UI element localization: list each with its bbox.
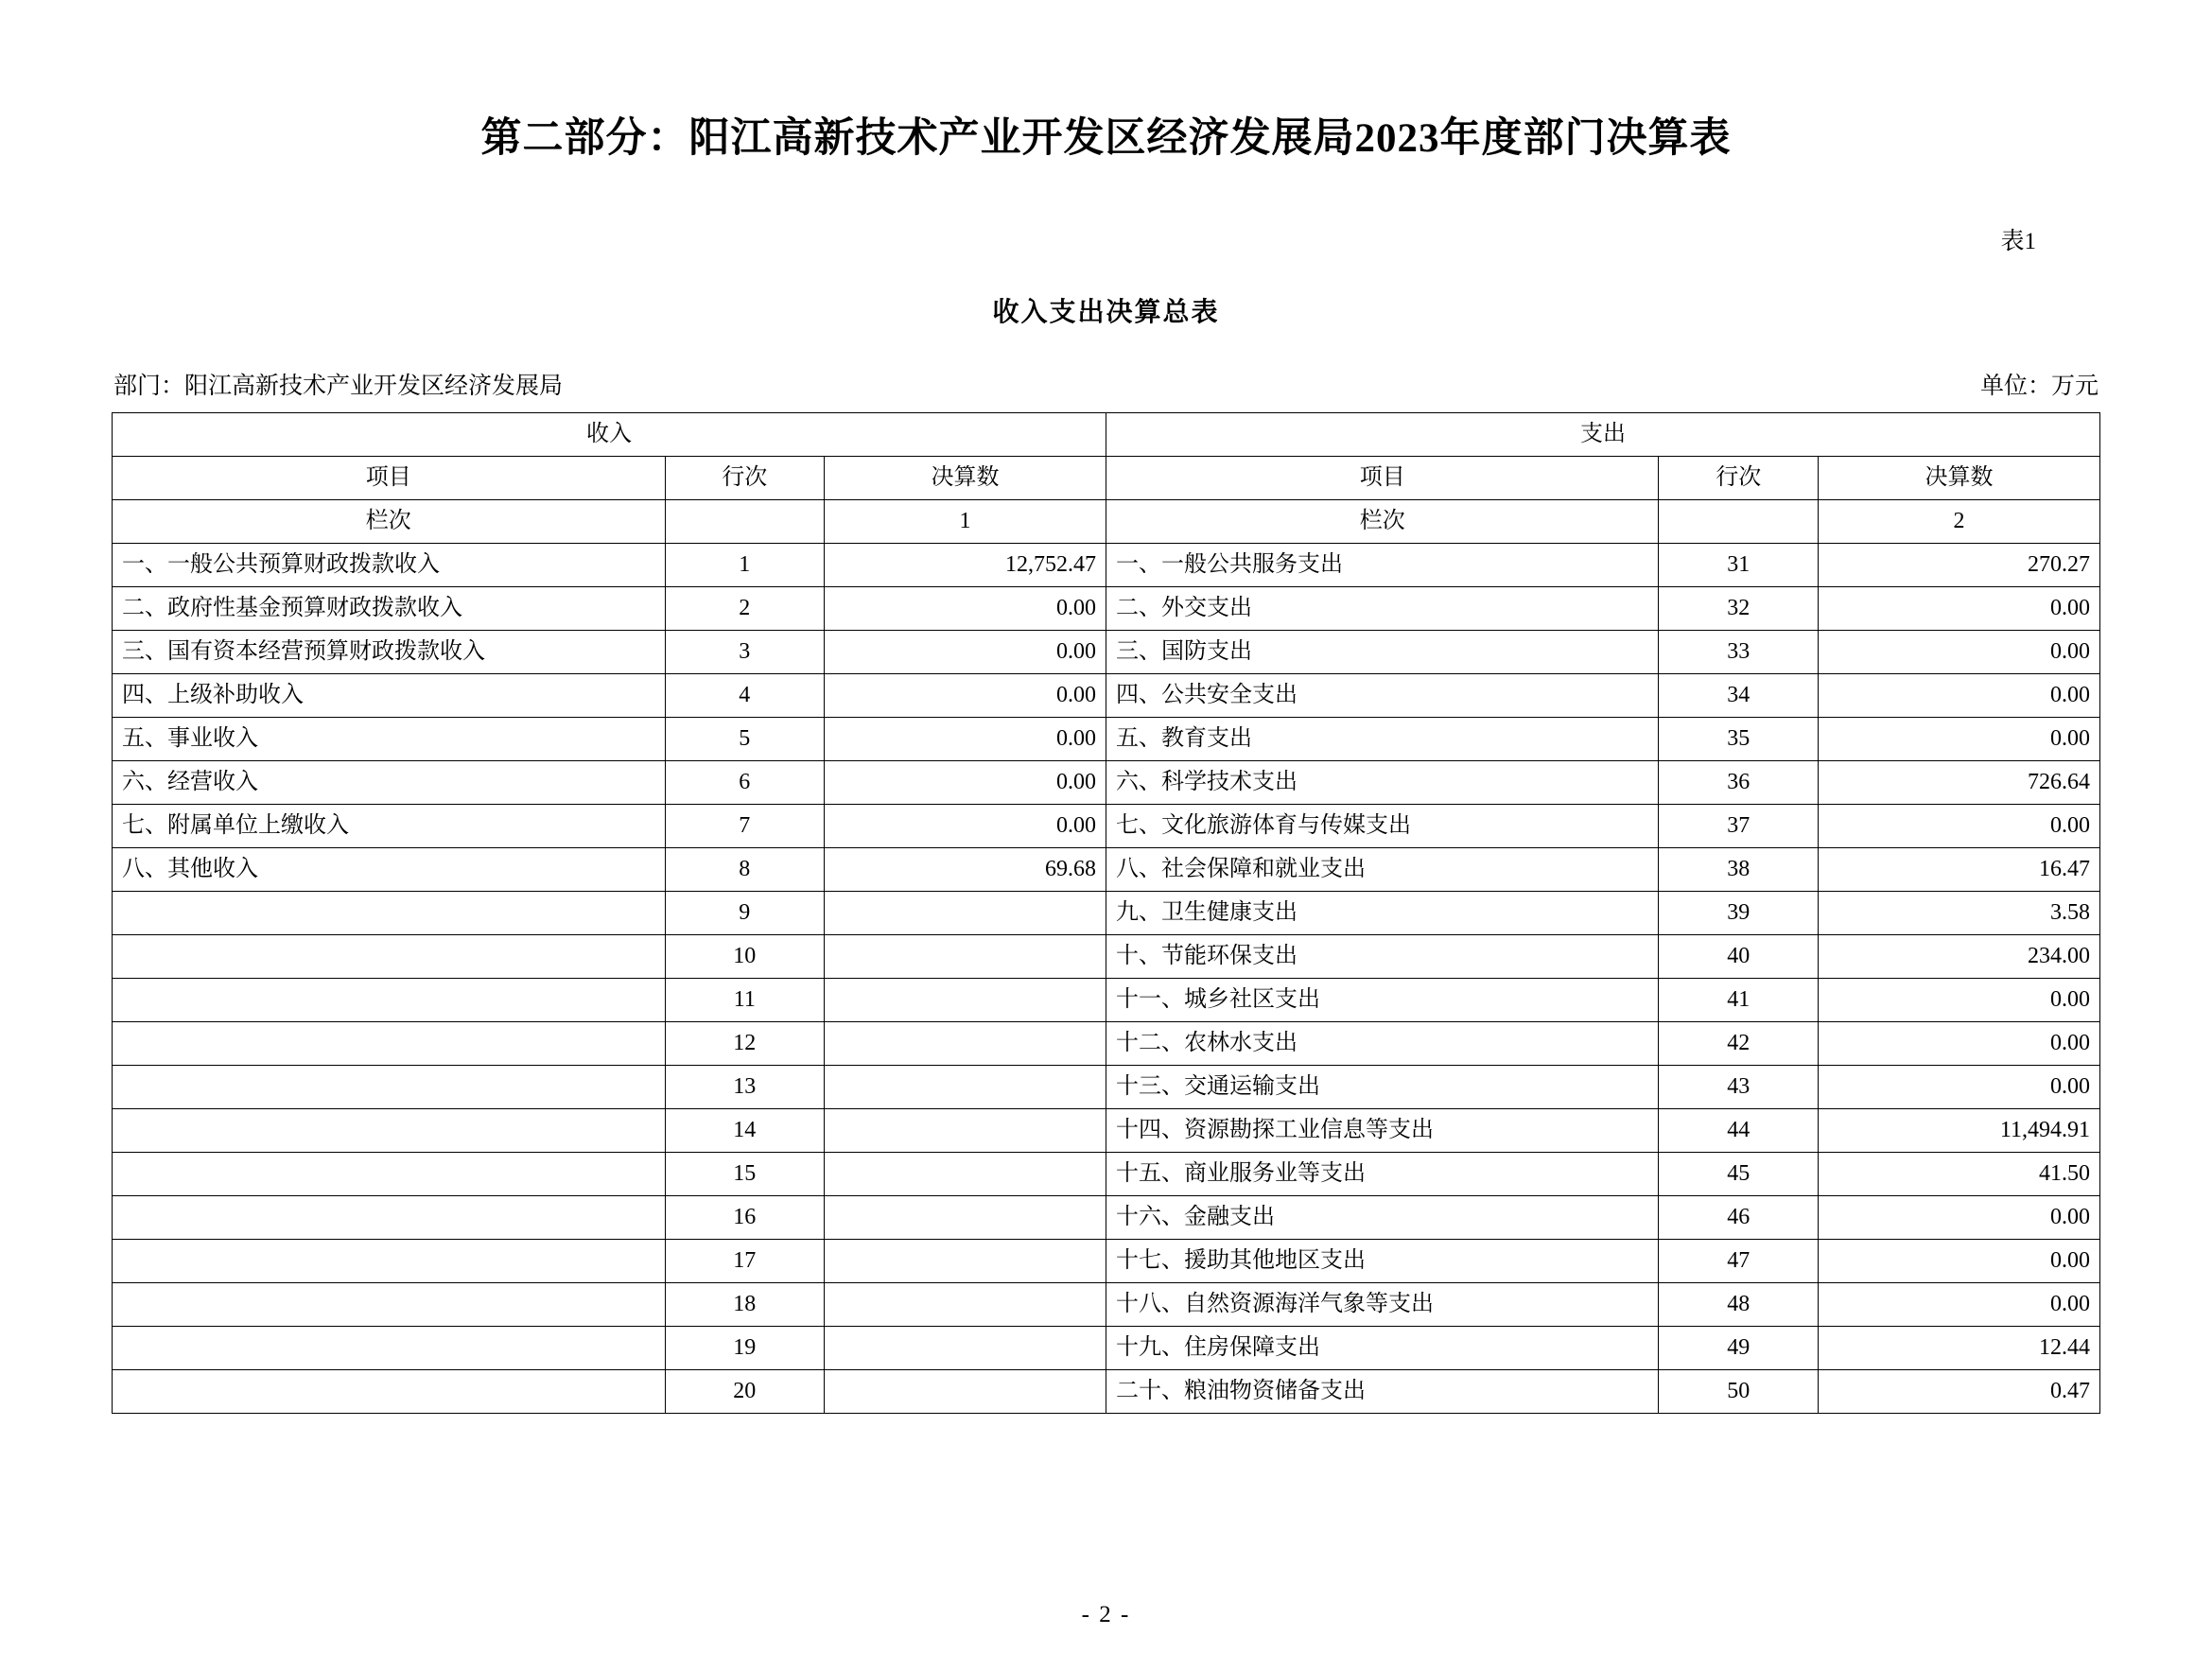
- cell-expense-item: 五、教育支出: [1106, 718, 1659, 761]
- cell-expense-line: 38: [1659, 848, 1819, 892]
- cell-income-amount: 0.00: [825, 674, 1106, 718]
- table-row: [113, 1066, 2100, 1109]
- cell-income-item: 二、政府性基金预算财政拨款收入: [113, 587, 666, 631]
- cell-income-amount: [825, 1370, 1106, 1414]
- page-title: 第二部分：阳江高新技术产业开发区经济发展局2023年度部门决算表: [480, 116, 1732, 161]
- cell-income-item: [113, 979, 666, 1022]
- cell-expense-amount: 726.64: [1819, 761, 2100, 805]
- table-meta: [112, 367, 2100, 401]
- cell-expense-line: 41: [1659, 979, 1819, 1022]
- table-group-header-row: [113, 413, 2100, 457]
- column-header-income-amount: 决算数: [825, 457, 1106, 500]
- cell-income-line: 3: [665, 631, 825, 674]
- cell-expense-amount: 0.00: [1819, 1196, 2100, 1240]
- cell-expense-line: 46: [1659, 1196, 1819, 1240]
- cell-income-amount: [825, 1153, 1106, 1196]
- cell-income-line: 2: [665, 587, 825, 631]
- cell-income-line: 10: [665, 935, 825, 979]
- cell-expense-amount: 3.58: [1819, 892, 2100, 935]
- cell-income-line: 17: [665, 1240, 825, 1283]
- cell-income-item: [113, 892, 666, 935]
- cell-income-item: 三、国有资本经营预算财政拨款收入: [113, 631, 666, 674]
- cell-expense-amount: 0.00: [1819, 718, 2100, 761]
- cell-income-amount: 0.00: [825, 587, 1106, 631]
- cell-income-item: 七、附属单位上缴收入: [113, 805, 666, 848]
- cell-income-item: [113, 1196, 666, 1240]
- table-header: [113, 413, 2100, 544]
- cell-expense-item: 十五、商业服务业等支出: [1106, 1153, 1659, 1196]
- cell-income-amount: [825, 1196, 1106, 1240]
- group-header-expense: 支出: [1106, 413, 2099, 457]
- page-number: - 2 -: [1081, 1602, 1131, 1627]
- column-header-income-line: 行次: [665, 457, 825, 500]
- cell-income-amount: [825, 1283, 1106, 1327]
- cell-income-item: [113, 1370, 666, 1414]
- cell-expense-amount: 0.00: [1819, 674, 2100, 718]
- cell-expense-item: 十三、交通运输支出: [1106, 1066, 1659, 1109]
- table-row: [113, 979, 2100, 1022]
- table-row: [113, 761, 2100, 805]
- table-row: [113, 1109, 2100, 1153]
- cell-expense-line: 45: [1659, 1153, 1819, 1196]
- table-index-label: 表1: [2000, 229, 2036, 254]
- cell-expense-amount: 0.00: [1819, 631, 2100, 674]
- cell-income-item: 六、经营收入: [113, 761, 666, 805]
- cell-income-line: 15: [665, 1153, 825, 1196]
- table-row: [113, 848, 2100, 892]
- cell-expense-item: 十二、农林水支出: [1106, 1022, 1659, 1066]
- cell-expense-item: 八、社会保障和就业支出: [1106, 848, 1659, 892]
- cell-expense-item: 九、卫生健康支出: [1106, 892, 1659, 935]
- table-row: [113, 674, 2100, 718]
- cell-expense-line: 49: [1659, 1327, 1819, 1370]
- cell-income-line: 20: [665, 1370, 825, 1414]
- table-column-number-row: [113, 500, 2100, 544]
- document-page: [0, 106, 2212, 1670]
- column-number-label-income: 栏次: [113, 500, 666, 544]
- cell-income-item: [113, 1240, 666, 1283]
- table-row: [113, 1022, 2100, 1066]
- cell-income-line: 18: [665, 1283, 825, 1327]
- cell-expense-item: 三、国防支出: [1106, 631, 1659, 674]
- cell-income-amount: [825, 1022, 1106, 1066]
- cell-income-item: [113, 1022, 666, 1066]
- column-header-expense-line: 行次: [1659, 457, 1819, 500]
- cell-expense-item: 十、节能环保支出: [1106, 935, 1659, 979]
- cell-expense-item: 一、一般公共服务支出: [1106, 544, 1659, 587]
- cell-expense-line: 34: [1659, 674, 1819, 718]
- cell-expense-item: 四、公共安全支出: [1106, 674, 1659, 718]
- cell-income-amount: 69.68: [825, 848, 1106, 892]
- table-row: [113, 1370, 2100, 1414]
- cell-income-item: 四、上级补助收入: [113, 674, 666, 718]
- cell-expense-amount: 16.47: [1819, 848, 2100, 892]
- table-column-header-row: [113, 457, 2100, 500]
- cell-income-amount: 0.00: [825, 631, 1106, 674]
- cell-expense-line: 50: [1659, 1370, 1819, 1414]
- cell-income-line: 11: [665, 979, 825, 1022]
- column-header-expense-amount: 决算数: [1819, 457, 2100, 500]
- cell-income-amount: 12,752.47: [825, 544, 1106, 587]
- cell-expense-amount: 270.27: [1819, 544, 2100, 587]
- cell-expense-item: 十一、城乡社区支出: [1106, 979, 1659, 1022]
- table-body: [113, 544, 2100, 1414]
- column-number-expense-value: 2: [1819, 500, 2100, 544]
- cell-income-amount: [825, 1066, 1106, 1109]
- table-row: [113, 1196, 2100, 1240]
- cell-income-item: [113, 1153, 666, 1196]
- cell-income-item: [113, 1283, 666, 1327]
- cell-income-item: [113, 1109, 666, 1153]
- cell-income-line: 7: [665, 805, 825, 848]
- table-row: [113, 1153, 2100, 1196]
- table-row: [113, 935, 2100, 979]
- table-row: [113, 587, 2100, 631]
- column-header-income-item: 项目: [113, 457, 666, 500]
- cell-income-amount: 0.00: [825, 718, 1106, 761]
- column-number-income-line-blank: [665, 500, 825, 544]
- table-row: [113, 1327, 2100, 1370]
- cell-income-item: 八、其他收入: [113, 848, 666, 892]
- cell-expense-amount: 11,494.91: [1819, 1109, 2100, 1153]
- group-header-income: 收入: [113, 413, 1106, 457]
- cell-income-item: [113, 935, 666, 979]
- unit-label: 单位：万元: [1979, 374, 2099, 399]
- table-row: [113, 1283, 2100, 1327]
- cell-expense-item: 十六、金融支出: [1106, 1196, 1659, 1240]
- cell-income-item: 一、一般公共预算财政拨款收入: [113, 544, 666, 587]
- cell-income-line: 14: [665, 1109, 825, 1153]
- cell-expense-item: 十四、资源勘探工业信息等支出: [1106, 1109, 1659, 1153]
- cell-expense-line: 42: [1659, 1022, 1819, 1066]
- cell-expense-amount: 0.47: [1819, 1370, 2100, 1414]
- cell-expense-line: 32: [1659, 587, 1819, 631]
- cell-income-amount: 0.00: [825, 761, 1106, 805]
- cell-income-line: 1: [665, 544, 825, 587]
- cell-expense-amount: 234.00: [1819, 935, 2100, 979]
- department-label: 部门：阳江高新技术产业开发区经济发展局: [113, 374, 564, 399]
- column-number-expense-line-blank: [1659, 500, 1819, 544]
- cell-expense-item: 二十、粮油物资储备支出: [1106, 1370, 1659, 1414]
- cell-expense-line: 35: [1659, 718, 1819, 761]
- cell-income-amount: 0.00: [825, 805, 1106, 848]
- cell-expense-amount: 0.00: [1819, 1066, 2100, 1109]
- cell-expense-item: 七、文化旅游体育与传媒支出: [1106, 805, 1659, 848]
- cell-expense-line: 43: [1659, 1066, 1819, 1109]
- cell-income-item: 五、事业收入: [113, 718, 666, 761]
- cell-income-line: 5: [665, 718, 825, 761]
- table-row: [113, 631, 2100, 674]
- cell-expense-line: 39: [1659, 892, 1819, 935]
- cell-income-amount: [825, 1327, 1106, 1370]
- cell-expense-line: 48: [1659, 1283, 1819, 1327]
- cell-expense-line: 40: [1659, 935, 1819, 979]
- table-row: [113, 805, 2100, 848]
- table-row: [113, 1240, 2100, 1283]
- cell-expense-amount: 0.00: [1819, 1022, 2100, 1066]
- cell-income-amount: [825, 979, 1106, 1022]
- cell-expense-amount: 0.00: [1819, 1283, 2100, 1327]
- cell-expense-item: 六、科学技术支出: [1106, 761, 1659, 805]
- table-row: [113, 892, 2100, 935]
- cell-income-line: 8: [665, 848, 825, 892]
- cell-expense-item: 十七、援助其他地区支出: [1106, 1240, 1659, 1283]
- income-expense-table: [112, 412, 2100, 1414]
- cell-income-line: 13: [665, 1066, 825, 1109]
- column-number-income-value: 1: [825, 500, 1106, 544]
- column-header-expense-item: 项目: [1106, 457, 1659, 500]
- cell-expense-amount: 12.44: [1819, 1327, 2100, 1370]
- cell-income-line: 19: [665, 1327, 825, 1370]
- table-row: [113, 544, 2100, 587]
- cell-expense-amount: 0.00: [1819, 587, 2100, 631]
- cell-expense-item: 十八、自然资源海洋气象等支出: [1106, 1283, 1659, 1327]
- cell-income-item: [113, 1327, 666, 1370]
- table-title: 收入支出决算总表: [992, 298, 1220, 327]
- cell-expense-amount: 0.00: [1819, 805, 2100, 848]
- cell-expense-line: 37: [1659, 805, 1819, 848]
- cell-expense-amount: 0.00: [1819, 979, 2100, 1022]
- cell-expense-item: 二、外交支出: [1106, 587, 1659, 631]
- cell-expense-line: 36: [1659, 761, 1819, 805]
- cell-expense-line: 47: [1659, 1240, 1819, 1283]
- table-row: [113, 718, 2100, 761]
- cell-income-line: 16: [665, 1196, 825, 1240]
- cell-income-line: 4: [665, 674, 825, 718]
- cell-expense-amount: 41.50: [1819, 1153, 2100, 1196]
- cell-expense-amount: 0.00: [1819, 1240, 2100, 1283]
- cell-income-amount: [825, 892, 1106, 935]
- cell-income-line: 9: [665, 892, 825, 935]
- cell-expense-item: 十九、住房保障支出: [1106, 1327, 1659, 1370]
- cell-expense-line: 44: [1659, 1109, 1819, 1153]
- cell-income-line: 6: [665, 761, 825, 805]
- cell-income-amount: [825, 1240, 1106, 1283]
- cell-income-amount: [825, 1109, 1106, 1153]
- cell-expense-line: 31: [1659, 544, 1819, 587]
- column-number-label-expense: 栏次: [1106, 500, 1659, 544]
- cell-income-amount: [825, 935, 1106, 979]
- cell-income-line: 12: [665, 1022, 825, 1066]
- cell-expense-line: 33: [1659, 631, 1819, 674]
- cell-income-item: [113, 1066, 666, 1109]
